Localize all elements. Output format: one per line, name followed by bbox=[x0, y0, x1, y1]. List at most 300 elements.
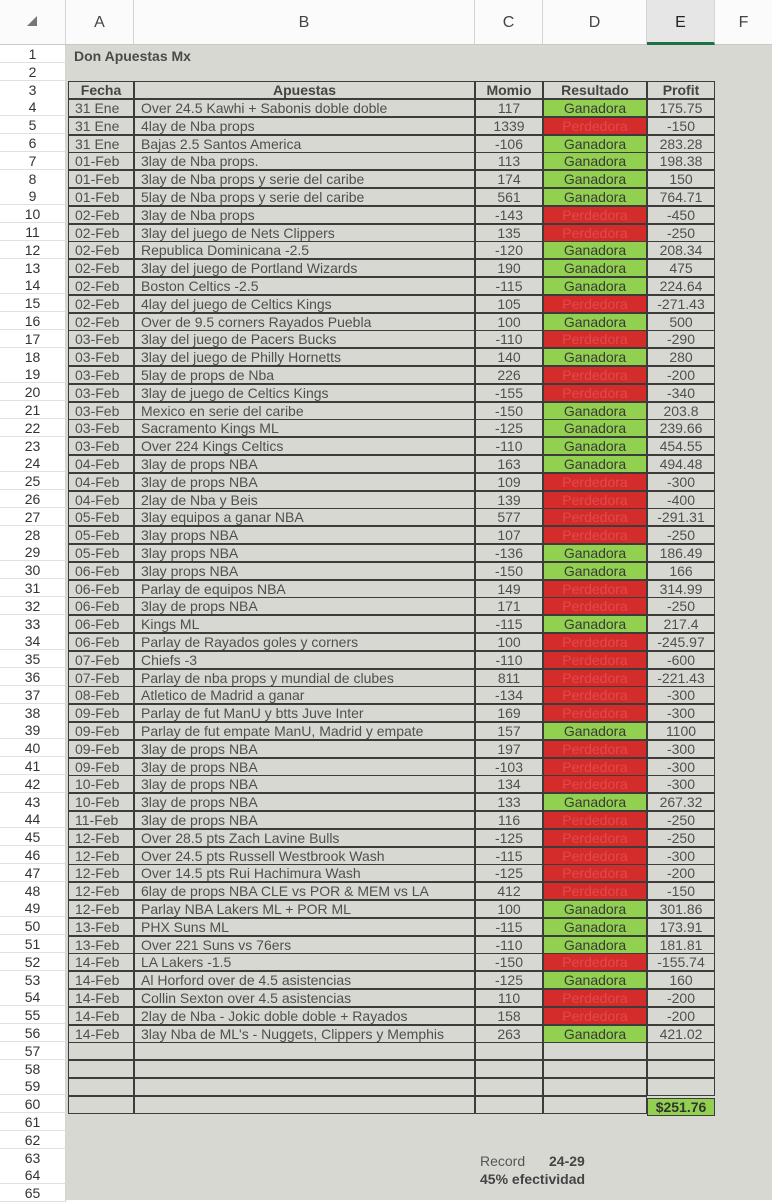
result-cell[interactable]: Perdedora bbox=[543, 491, 647, 509]
row-number[interactable]: 13 bbox=[0, 259, 66, 277]
result-cell[interactable]: Perdedora bbox=[543, 704, 647, 722]
bet-cell[interactable]: 3lay props NBA bbox=[134, 562, 475, 580]
row-number[interactable]: 9 bbox=[0, 187, 66, 205]
empty-cell[interactable] bbox=[543, 1060, 647, 1078]
profit-cell[interactable]: -155.74 bbox=[647, 953, 715, 971]
date-cell[interactable]: 02-Feb bbox=[68, 259, 134, 277]
row-number[interactable]: 39 bbox=[0, 721, 66, 739]
result-cell[interactable]: Perdedora bbox=[543, 1007, 647, 1025]
result-cell[interactable]: Perdedora bbox=[543, 669, 647, 687]
bet-cell[interactable]: Over 24.5 pts Russell Westbrook Wash bbox=[134, 847, 475, 865]
row-number[interactable]: 65 bbox=[0, 1184, 66, 1202]
bet-cell[interactable]: 3lay de props NBA bbox=[134, 758, 475, 776]
profit-cell[interactable]: -250 bbox=[647, 811, 715, 829]
empty-cell[interactable] bbox=[475, 1096, 543, 1114]
header-momio[interactable]: Momio bbox=[475, 81, 543, 99]
row-number[interactable]: 23 bbox=[0, 437, 66, 455]
row-number[interactable]: 15 bbox=[0, 294, 66, 312]
odds-cell[interactable]: -143 bbox=[475, 206, 543, 224]
date-cell[interactable]: 06-Feb bbox=[68, 580, 134, 598]
date-cell[interactable]: 14-Feb bbox=[68, 953, 134, 971]
row-number[interactable]: 27 bbox=[0, 508, 66, 526]
odds-cell[interactable]: 171 bbox=[475, 597, 543, 615]
date-cell[interactable]: 07-Feb bbox=[68, 651, 134, 669]
profit-cell[interactable]: -200 bbox=[647, 366, 715, 384]
row-number[interactable]: 62 bbox=[0, 1131, 66, 1149]
bet-cell[interactable]: 5lay de Nba props y serie del caribe bbox=[134, 188, 475, 206]
bet-cell[interactable]: Al Horford over de 4.5 asistencias bbox=[134, 971, 475, 989]
profit-cell[interactable]: 421.02 bbox=[647, 1025, 715, 1043]
row-number[interactable]: 29 bbox=[0, 543, 66, 561]
profit-cell[interactable]: 160 bbox=[647, 971, 715, 989]
row-number[interactable]: 22 bbox=[0, 419, 66, 437]
row-number[interactable]: 17 bbox=[0, 330, 66, 348]
odds-cell[interactable]: 158 bbox=[475, 1007, 543, 1025]
profit-cell[interactable]: -290 bbox=[647, 330, 715, 348]
odds-cell[interactable]: 100 bbox=[475, 900, 543, 918]
date-cell[interactable]: 02-Feb bbox=[68, 224, 134, 242]
column-header-e[interactable]: E bbox=[647, 0, 715, 45]
date-cell[interactable]: 02-Feb bbox=[68, 206, 134, 224]
result-cell[interactable]: Ganadora bbox=[543, 615, 647, 633]
profit-cell[interactable]: -300 bbox=[647, 686, 715, 704]
odds-cell[interactable]: -115 bbox=[475, 918, 543, 936]
bet-cell[interactable]: Sacramento Kings ML bbox=[134, 419, 475, 437]
bet-cell[interactable]: 3lay props NBA bbox=[134, 526, 475, 544]
row-number[interactable]: 54 bbox=[0, 988, 66, 1006]
bet-cell[interactable]: Parlay NBA Lakers ML + POR ML bbox=[134, 900, 475, 918]
profit-cell[interactable]: 267.32 bbox=[647, 793, 715, 811]
row-number[interactable]: 28 bbox=[0, 526, 66, 544]
bet-cell[interactable]: Kings ML bbox=[134, 615, 475, 633]
empty-cell[interactable] bbox=[68, 1060, 134, 1078]
row-number[interactable]: 63 bbox=[0, 1149, 66, 1167]
date-cell[interactable]: 03-Feb bbox=[68, 384, 134, 402]
empty-cell[interactable] bbox=[475, 1042, 543, 1060]
column-header-c[interactable]: C bbox=[475, 0, 543, 45]
bet-cell[interactable]: 4lay de Nba props bbox=[134, 117, 475, 135]
bet-cell[interactable]: Boston Celtics -2.5 bbox=[134, 277, 475, 295]
date-cell[interactable]: 02-Feb bbox=[68, 277, 134, 295]
bet-cell[interactable]: 3lay props NBA bbox=[134, 544, 475, 562]
bet-cell[interactable]: 3lay equipos a ganar NBA bbox=[134, 508, 475, 526]
date-cell[interactable]: 12-Feb bbox=[68, 882, 134, 900]
profit-cell[interactable]: -450 bbox=[647, 206, 715, 224]
odds-cell[interactable]: -125 bbox=[475, 829, 543, 847]
row-number[interactable]: 10 bbox=[0, 205, 66, 223]
row-number[interactable]: 57 bbox=[0, 1042, 66, 1060]
bet-cell[interactable]: PHX Suns ML bbox=[134, 918, 475, 936]
row-number[interactable]: 25 bbox=[0, 472, 66, 490]
profit-cell[interactable]: 280 bbox=[647, 348, 715, 366]
odds-cell[interactable]: 174 bbox=[475, 170, 543, 188]
row-number[interactable]: 1 bbox=[0, 45, 66, 63]
row-number[interactable]: 24 bbox=[0, 454, 66, 472]
profit-cell[interactable]: 208.34 bbox=[647, 241, 715, 259]
bet-cell[interactable]: 6lay de props NBA CLE vs POR & MEM vs LA bbox=[134, 882, 475, 900]
profit-cell[interactable]: 150 bbox=[647, 170, 715, 188]
profit-cell[interactable]: 500 bbox=[647, 313, 715, 331]
odds-cell[interactable]: 135 bbox=[475, 224, 543, 242]
result-cell[interactable]: Perdedora bbox=[543, 473, 647, 491]
date-cell[interactable]: 02-Feb bbox=[68, 295, 134, 313]
bet-cell[interactable]: 3lay de juego de Celtics Kings bbox=[134, 384, 475, 402]
bet-cell[interactable]: Parlay de fut ManU y btts Juve Inter bbox=[134, 704, 475, 722]
empty-cell[interactable] bbox=[134, 1060, 475, 1078]
result-cell[interactable]: Perdedora bbox=[543, 651, 647, 669]
profit-cell[interactable]: -245.97 bbox=[647, 633, 715, 651]
result-cell[interactable]: Ganadora bbox=[543, 170, 647, 188]
odds-cell[interactable]: 117 bbox=[475, 99, 543, 117]
empty-cell[interactable] bbox=[134, 1042, 475, 1060]
bet-cell[interactable]: Over 224 Kings Celtics bbox=[134, 437, 475, 455]
result-cell[interactable]: Perdedora bbox=[543, 295, 647, 313]
empty-cell[interactable] bbox=[475, 1060, 543, 1078]
odds-cell[interactable]: -150 bbox=[475, 562, 543, 580]
row-number[interactable]: 7 bbox=[0, 152, 66, 170]
odds-cell[interactable]: 190 bbox=[475, 259, 543, 277]
odds-cell[interactable]: 110 bbox=[475, 989, 543, 1007]
bet-cell[interactable]: 3lay de props NBA bbox=[134, 775, 475, 793]
date-cell[interactable]: 14-Feb bbox=[68, 989, 134, 1007]
bet-cell[interactable]: 3lay del juego de Philly Hornetts bbox=[134, 348, 475, 366]
bet-cell[interactable]: Parlay de equipos NBA bbox=[134, 580, 475, 598]
odds-cell[interactable]: -125 bbox=[475, 419, 543, 437]
profit-cell[interactable]: -600 bbox=[647, 651, 715, 669]
bet-cell[interactable]: 3lay de props NBA bbox=[134, 793, 475, 811]
profit-cell[interactable]: 186.49 bbox=[647, 544, 715, 562]
date-cell[interactable]: 31 Ene bbox=[68, 135, 134, 153]
result-cell[interactable]: Perdedora bbox=[543, 829, 647, 847]
date-cell[interactable]: 04-Feb bbox=[68, 491, 134, 509]
odds-cell[interactable]: -120 bbox=[475, 241, 543, 259]
bet-cell[interactable]: Collin Sexton over 4.5 asistencias bbox=[134, 989, 475, 1007]
result-cell[interactable]: Perdedora bbox=[543, 633, 647, 651]
profit-cell[interactable]: -221.43 bbox=[647, 669, 715, 687]
sheet-title[interactable]: Don Apuestas Mx bbox=[74, 48, 191, 64]
result-cell[interactable]: Perdedora bbox=[543, 224, 647, 242]
row-number[interactable]: 6 bbox=[0, 134, 66, 152]
bet-cell[interactable]: Atletico de Madrid a ganar bbox=[134, 686, 475, 704]
profit-cell[interactable]: -271.43 bbox=[647, 295, 715, 313]
row-number[interactable]: 48 bbox=[0, 882, 66, 900]
row-number[interactable]: 42 bbox=[0, 775, 66, 793]
profit-cell[interactable]: -300 bbox=[647, 740, 715, 758]
result-cell[interactable]: Ganadora bbox=[543, 918, 647, 936]
row-number[interactable]: 40 bbox=[0, 739, 66, 757]
empty-cell[interactable] bbox=[647, 1060, 715, 1078]
odds-cell[interactable]: 107 bbox=[475, 526, 543, 544]
profit-cell[interactable]: -300 bbox=[647, 775, 715, 793]
result-cell[interactable]: Ganadora bbox=[543, 188, 647, 206]
empty-cell[interactable] bbox=[68, 1096, 134, 1114]
bet-cell[interactable]: Chiefs -3 bbox=[134, 651, 475, 669]
result-cell[interactable]: Perdedora bbox=[543, 953, 647, 971]
odds-cell[interactable]: 197 bbox=[475, 740, 543, 758]
bet-cell[interactable]: Over 221 Suns vs 76ers bbox=[134, 936, 475, 954]
bet-cell[interactable]: 4lay del juego de Celtics Kings bbox=[134, 295, 475, 313]
result-cell[interactable]: Ganadora bbox=[543, 259, 647, 277]
odds-cell[interactable]: -110 bbox=[475, 437, 543, 455]
date-cell[interactable]: 09-Feb bbox=[68, 704, 134, 722]
row-number[interactable]: 2 bbox=[0, 63, 66, 81]
result-cell[interactable]: Ganadora bbox=[543, 241, 647, 259]
odds-cell[interactable]: -110 bbox=[475, 651, 543, 669]
profit-cell[interactable]: 454.55 bbox=[647, 437, 715, 455]
row-number[interactable]: 19 bbox=[0, 365, 66, 383]
bet-cell[interactable]: 3lay de props NBA bbox=[134, 597, 475, 615]
row-number[interactable]: 32 bbox=[0, 597, 66, 615]
result-cell[interactable]: Perdedora bbox=[543, 758, 647, 776]
bet-cell[interactable]: Mexico en serie del caribe bbox=[134, 402, 475, 420]
date-cell[interactable]: 02-Feb bbox=[68, 241, 134, 259]
odds-cell[interactable]: 116 bbox=[475, 811, 543, 829]
row-number[interactable]: 20 bbox=[0, 383, 66, 401]
profit-cell[interactable]: 166 bbox=[647, 562, 715, 580]
profit-cell[interactable]: -150 bbox=[647, 117, 715, 135]
row-number[interactable]: 33 bbox=[0, 615, 66, 633]
odds-cell[interactable]: 134 bbox=[475, 775, 543, 793]
date-cell[interactable]: 10-Feb bbox=[68, 775, 134, 793]
profit-cell[interactable]: 1100 bbox=[647, 722, 715, 740]
row-number[interactable]: 31 bbox=[0, 579, 66, 597]
result-cell[interactable]: Ganadora bbox=[543, 722, 647, 740]
result-cell[interactable]: Ganadora bbox=[543, 544, 647, 562]
row-number[interactable]: 64 bbox=[0, 1166, 66, 1184]
odds-cell[interactable]: 140 bbox=[475, 348, 543, 366]
bet-cell[interactable]: 2lay de Nba y Beis bbox=[134, 491, 475, 509]
profit-cell[interactable]: 764.71 bbox=[647, 188, 715, 206]
date-cell[interactable]: 07-Feb bbox=[68, 669, 134, 687]
odds-cell[interactable]: -155 bbox=[475, 384, 543, 402]
row-number[interactable]: 14 bbox=[0, 276, 66, 294]
empty-cell[interactable] bbox=[543, 1096, 647, 1114]
profit-cell[interactable]: 494.48 bbox=[647, 455, 715, 473]
result-cell[interactable]: Ganadora bbox=[543, 455, 647, 473]
row-number[interactable]: 58 bbox=[0, 1060, 66, 1078]
date-cell[interactable]: 01-Feb bbox=[68, 152, 134, 170]
result-cell[interactable]: Perdedora bbox=[543, 384, 647, 402]
row-number[interactable]: 49 bbox=[0, 899, 66, 917]
profit-cell[interactable]: -291.31 bbox=[647, 508, 715, 526]
bet-cell[interactable]: Over 14.5 pts Rui Hachimura Wash bbox=[134, 864, 475, 882]
result-cell[interactable]: Ganadora bbox=[543, 348, 647, 366]
empty-cell[interactable] bbox=[647, 1042, 715, 1060]
date-cell[interactable]: 04-Feb bbox=[68, 455, 134, 473]
odds-cell[interactable]: 109 bbox=[475, 473, 543, 491]
bet-cell[interactable]: Parlay de nba props y mundial de clubes bbox=[134, 669, 475, 687]
date-cell[interactable]: 09-Feb bbox=[68, 740, 134, 758]
date-cell[interactable]: 03-Feb bbox=[68, 330, 134, 348]
result-cell[interactable]: Perdedora bbox=[543, 989, 647, 1007]
profit-cell[interactable]: -400 bbox=[647, 491, 715, 509]
row-number[interactable]: 18 bbox=[0, 348, 66, 366]
profit-cell[interactable]: -300 bbox=[647, 758, 715, 776]
date-cell[interactable]: 09-Feb bbox=[68, 758, 134, 776]
empty-cell[interactable] bbox=[68, 1042, 134, 1060]
odds-cell[interactable]: 100 bbox=[475, 313, 543, 331]
header-apuestas[interactable]: Apuestas bbox=[134, 81, 475, 99]
row-number[interactable]: 53 bbox=[0, 971, 66, 989]
odds-cell[interactable]: -136 bbox=[475, 544, 543, 562]
date-cell[interactable]: 14-Feb bbox=[68, 1025, 134, 1043]
bet-cell[interactable]: 3lay del juego de Portland Wizards bbox=[134, 259, 475, 277]
odds-cell[interactable]: 561 bbox=[475, 188, 543, 206]
odds-cell[interactable]: 169 bbox=[475, 704, 543, 722]
odds-cell[interactable]: -106 bbox=[475, 135, 543, 153]
odds-cell[interactable]: -110 bbox=[475, 936, 543, 954]
date-cell[interactable]: 31 Ene bbox=[68, 99, 134, 117]
bet-cell[interactable]: 3lay de Nba props bbox=[134, 206, 475, 224]
row-number[interactable]: 36 bbox=[0, 668, 66, 686]
odds-cell[interactable]: 163 bbox=[475, 455, 543, 473]
bet-cell[interactable]: 2lay de Nba - Jokic doble doble + Rayados bbox=[134, 1007, 475, 1025]
bet-cell[interactable]: Bajas 2.5 Santos America bbox=[134, 135, 475, 153]
column-header-a[interactable]: A bbox=[66, 0, 134, 45]
date-cell[interactable]: 06-Feb bbox=[68, 562, 134, 580]
date-cell[interactable]: 14-Feb bbox=[68, 1007, 134, 1025]
odds-cell[interactable]: 412 bbox=[475, 882, 543, 900]
date-cell[interactable]: 06-Feb bbox=[68, 615, 134, 633]
profit-cell[interactable]: -300 bbox=[647, 704, 715, 722]
row-number[interactable]: 5 bbox=[0, 116, 66, 134]
profit-cell[interactable]: -300 bbox=[647, 473, 715, 491]
date-cell[interactable]: 05-Feb bbox=[68, 526, 134, 544]
result-cell[interactable]: Ganadora bbox=[543, 99, 647, 117]
result-cell[interactable]: Perdedora bbox=[543, 526, 647, 544]
odds-cell[interactable]: -125 bbox=[475, 971, 543, 989]
profit-cell[interactable]: -250 bbox=[647, 224, 715, 242]
date-cell[interactable]: 03-Feb bbox=[68, 348, 134, 366]
odds-cell[interactable]: 263 bbox=[475, 1025, 543, 1043]
row-number[interactable]: 60 bbox=[0, 1095, 66, 1113]
row-number[interactable]: 61 bbox=[0, 1113, 66, 1131]
select-all-corner[interactable] bbox=[0, 0, 66, 45]
row-number[interactable]: 43 bbox=[0, 793, 66, 811]
result-cell[interactable]: Perdedora bbox=[543, 597, 647, 615]
bet-cell[interactable]: Over 24.5 Kawhi + Sabonis doble doble bbox=[134, 99, 475, 117]
row-number[interactable]: 41 bbox=[0, 757, 66, 775]
bet-cell[interactable]: Parlay de fut empate ManU, Madrid y empate bbox=[134, 722, 475, 740]
row-number[interactable]: 26 bbox=[0, 490, 66, 508]
result-cell[interactable]: Perdedora bbox=[543, 811, 647, 829]
empty-cell[interactable] bbox=[543, 1042, 647, 1060]
date-cell[interactable]: 01-Feb bbox=[68, 170, 134, 188]
result-cell[interactable]: Ganadora bbox=[543, 971, 647, 989]
result-cell[interactable]: Ganadora bbox=[543, 1025, 647, 1043]
row-number[interactable]: 12 bbox=[0, 241, 66, 259]
profit-cell[interactable]: -250 bbox=[647, 597, 715, 615]
row-number[interactable]: 52 bbox=[0, 953, 66, 971]
date-cell[interactable]: 04-Feb bbox=[68, 473, 134, 491]
date-cell[interactable]: 10-Feb bbox=[68, 793, 134, 811]
row-number[interactable]: 59 bbox=[0, 1077, 66, 1095]
bet-cell[interactable]: 3lay Nba de ML's - Nuggets, Clippers y Memphis bbox=[134, 1025, 475, 1043]
date-cell[interactable]: 05-Feb bbox=[68, 544, 134, 562]
result-cell[interactable]: Perdedora bbox=[543, 508, 647, 526]
date-cell[interactable]: 31 Ene bbox=[68, 117, 134, 135]
date-cell[interactable]: 03-Feb bbox=[68, 437, 134, 455]
odds-cell[interactable]: -150 bbox=[475, 402, 543, 420]
profit-cell[interactable]: -340 bbox=[647, 384, 715, 402]
bet-cell[interactable]: 3lay del juego de Nets Clippers bbox=[134, 224, 475, 242]
result-cell[interactable]: Perdedora bbox=[543, 330, 647, 348]
header-fecha[interactable]: Fecha bbox=[68, 81, 134, 99]
profit-cell[interactable]: 173.91 bbox=[647, 918, 715, 936]
profit-cell[interactable]: 224.64 bbox=[647, 277, 715, 295]
row-number[interactable]: 11 bbox=[0, 223, 66, 241]
empty-cell[interactable] bbox=[475, 1078, 543, 1096]
odds-cell[interactable]: -110 bbox=[475, 330, 543, 348]
profit-cell[interactable]: -250 bbox=[647, 526, 715, 544]
row-number[interactable]: 44 bbox=[0, 810, 66, 828]
row-number[interactable]: 50 bbox=[0, 917, 66, 935]
date-cell[interactable]: 11-Feb bbox=[68, 811, 134, 829]
profit-cell[interactable]: -200 bbox=[647, 989, 715, 1007]
date-cell[interactable]: 03-Feb bbox=[68, 402, 134, 420]
row-number[interactable]: 34 bbox=[0, 632, 66, 650]
date-cell[interactable]: 08-Feb bbox=[68, 686, 134, 704]
odds-cell[interactable]: 105 bbox=[475, 295, 543, 313]
effectiveness-text[interactable]: 45% efectividad bbox=[480, 1171, 586, 1187]
row-number[interactable]: 30 bbox=[0, 561, 66, 579]
result-cell[interactable]: Ganadora bbox=[543, 793, 647, 811]
profit-cell[interactable]: 181.81 bbox=[647, 936, 715, 954]
total-profit-cell[interactable]: $251.76 bbox=[647, 1098, 715, 1116]
column-header-b[interactable]: B bbox=[134, 0, 475, 45]
result-cell[interactable]: Ganadora bbox=[543, 936, 647, 954]
odds-cell[interactable]: -115 bbox=[475, 847, 543, 865]
bet-cell[interactable]: Over 28.5 pts Zach Lavine Bulls bbox=[134, 829, 475, 847]
date-cell[interactable]: 12-Feb bbox=[68, 864, 134, 882]
result-cell[interactable]: Perdedora bbox=[543, 847, 647, 865]
profit-cell[interactable]: 314.99 bbox=[647, 580, 715, 598]
date-cell[interactable]: 06-Feb bbox=[68, 597, 134, 615]
empty-cell[interactable] bbox=[647, 1078, 715, 1096]
result-cell[interactable]: Ganadora bbox=[543, 562, 647, 580]
profit-cell[interactable]: 198.38 bbox=[647, 152, 715, 170]
odds-cell[interactable]: 139 bbox=[475, 491, 543, 509]
empty-cell[interactable] bbox=[134, 1078, 475, 1096]
date-cell[interactable]: 01-Feb bbox=[68, 188, 134, 206]
result-cell[interactable]: Perdedora bbox=[543, 864, 647, 882]
row-number[interactable]: 21 bbox=[0, 401, 66, 419]
row-number[interactable]: 3 bbox=[0, 81, 66, 99]
result-cell[interactable]: Perdedora bbox=[543, 366, 647, 384]
odds-cell[interactable]: 1339 bbox=[475, 117, 543, 135]
date-cell[interactable]: 06-Feb bbox=[68, 633, 134, 651]
row-number[interactable]: 45 bbox=[0, 828, 66, 846]
result-cell[interactable]: Ganadora bbox=[543, 135, 647, 153]
odds-cell[interactable]: 226 bbox=[475, 366, 543, 384]
empty-cell[interactable] bbox=[543, 1078, 647, 1096]
bet-cell[interactable]: Republica Dominicana -2.5 bbox=[134, 241, 475, 259]
row-number[interactable]: 47 bbox=[0, 864, 66, 882]
bet-cell[interactable]: 5lay de props de Nba bbox=[134, 366, 475, 384]
profit-cell[interactable]: 475 bbox=[647, 259, 715, 277]
spreadsheet-grid[interactable] bbox=[66, 45, 772, 1200]
odds-cell[interactable]: -125 bbox=[475, 864, 543, 882]
bet-cell[interactable]: Parlay de Rayados goles y corners bbox=[134, 633, 475, 651]
bet-cell[interactable]: 3lay de props NBA bbox=[134, 740, 475, 758]
profit-cell[interactable]: 175.75 bbox=[647, 99, 715, 117]
date-cell[interactable]: 05-Feb bbox=[68, 508, 134, 526]
profit-cell[interactable]: 301.86 bbox=[647, 900, 715, 918]
result-cell[interactable]: Perdedora bbox=[543, 580, 647, 598]
date-cell[interactable]: 13-Feb bbox=[68, 918, 134, 936]
column-header-f[interactable]: F bbox=[715, 0, 772, 45]
row-number[interactable]: 8 bbox=[0, 170, 66, 188]
